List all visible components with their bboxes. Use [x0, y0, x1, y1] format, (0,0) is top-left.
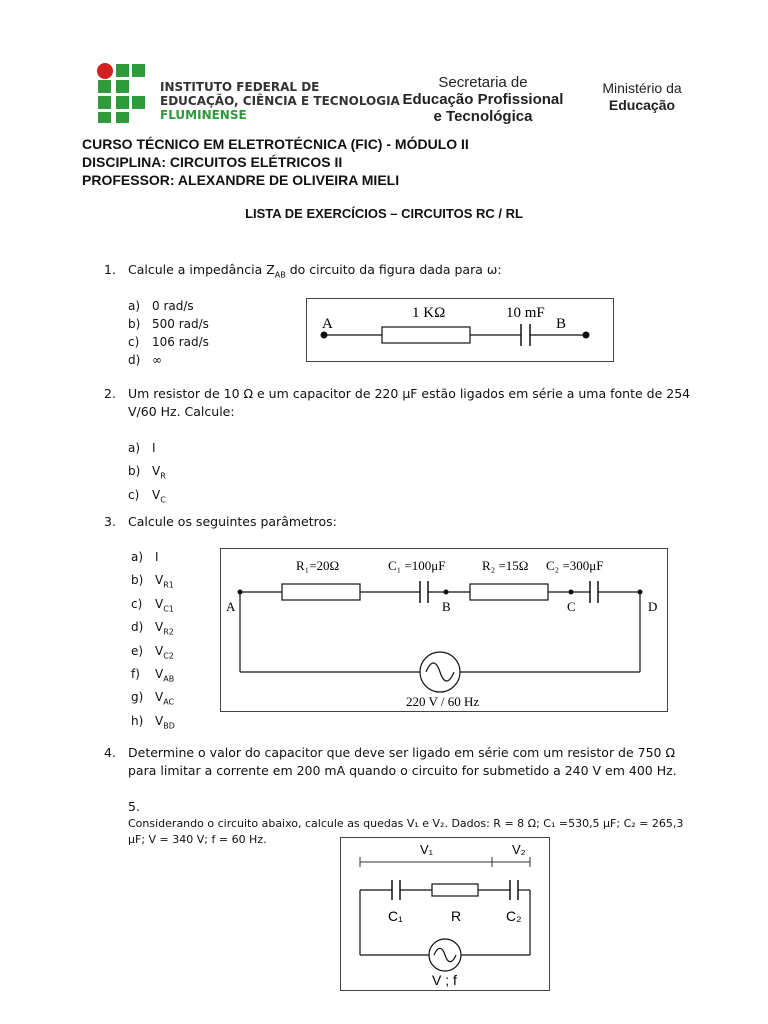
q3-circuit-figure: [220, 548, 668, 712]
node-b-label: B: [442, 599, 451, 614]
v2-label: V₂: [512, 842, 526, 857]
if-logo: [96, 62, 148, 124]
capacitor-label: 10 mF: [506, 305, 545, 321]
r2-label: R₂ =15Ω: [482, 558, 529, 573]
ministerio-logo: Ministério da Educação: [602, 80, 682, 113]
course-info: CURSO TÉCNICO EM ELETROTÉCNICA (FIC) - MÓDULO II DISCIPLINA: CIRCUITOS ELÉTRICOS II PROFESSOR: ALEXANDRE DE OLIVEIRA MIELI: [82, 136, 469, 188]
q2-options: a) I b) $V_R$ c) $V_C$: [128, 441, 166, 505]
question-4: 4. Determine o valor do capacitor que deve ser ligado em série com um resistor de 750 Ω para limitar a corrente em 200 mA quando o circuito for submetido a 240 V em 400 Hz.: [104, 745, 677, 778]
resistor-r2: [470, 584, 548, 600]
q1-options: a) 0 rad/s b) 500 rad/s c) 106 rad/s d) ∞: [128, 299, 209, 367]
resistor-r: [432, 884, 478, 896]
question-1: 1. Calcule a impedância $Z_{AB}$ do circuito da figura dada para ω:: [104, 262, 502, 280]
node-a-label: A: [226, 599, 236, 614]
node-c-label: C: [567, 599, 576, 614]
node-a-label: A: [322, 316, 333, 332]
q5-circuit-figure: [340, 837, 550, 991]
secretaria-logo: Secretaria de Educação Profissional e Tecnológica: [402, 74, 564, 125]
question-2: 2. Um resistor de 10 Ω e um capacitor de 220 μF estão ligados em série a uma fonte de 254 V/60 Hz. Calcule:: [104, 386, 691, 419]
institute-name: INSTITUTO FEDERAL DE EDUCAÇÃO, CIÊNCIA E TECNOLOGIA FLUMINENSE: [160, 80, 400, 122]
source-label: 220 V / 60 Hz: [406, 694, 480, 709]
q3-options: a) I b) $V_{R1}$ c) $V_{C1}$ d) $V_{R2}$ e) $V_{C2}$ f) $V_{AB}$ g) $V_{AC}$ h) $V_{BD}$: [131, 550, 175, 731]
r-label: R: [451, 908, 462, 924]
resistor-symbol: [382, 327, 470, 343]
resistor-label: 1 KΩ: [412, 305, 446, 321]
r1-label: R₁=20Ω: [296, 558, 340, 573]
list-title: LISTA DE EXERCÍCIOS – CIRCUITOS RC / RL: [245, 206, 523, 221]
question-5: 5. Considerando o circuito abaixo, calcule as quedas V₁ e V₂. Dados: R = 8 Ω; C₁ =530,5 μF; C₂ = 265,3 μF; V = 340 V; f = 60 Hz.: [128, 799, 684, 846]
question-3: 3. Calcule os seguintes parâmetros:: [104, 514, 337, 529]
source-label: V ; f: [432, 972, 457, 988]
node-d-label: D: [648, 599, 658, 614]
node-b-label: B: [556, 316, 567, 332]
c1-label: C₁: [388, 908, 403, 924]
q1-circuit-figure: [306, 298, 614, 362]
c2-label: C₂ =300μF: [546, 558, 604, 573]
resistor-r1: [282, 584, 360, 600]
v1-label: V₁: [420, 842, 434, 857]
c1-label: C₁ =100μF: [388, 558, 446, 573]
c2-label: C₂: [506, 908, 522, 924]
logo-red-dot: [97, 63, 113, 79]
